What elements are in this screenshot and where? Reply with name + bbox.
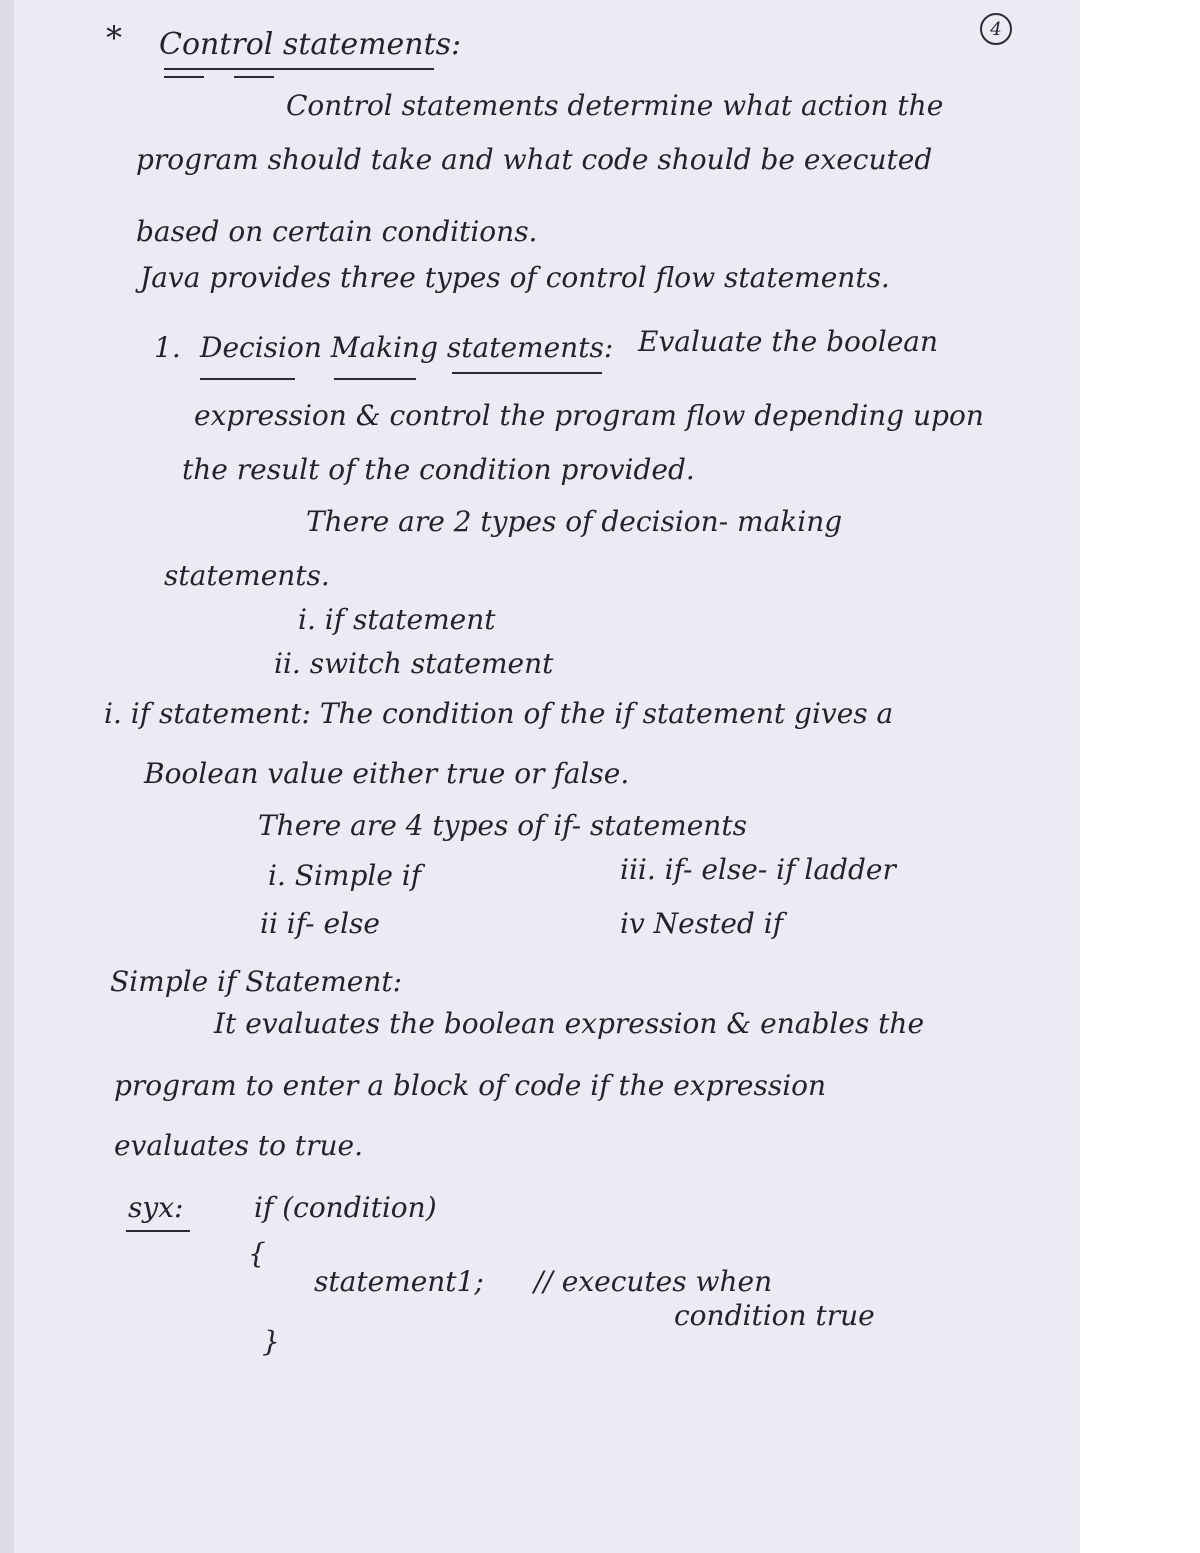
- page-title: Control statements:: [159, 27, 462, 62]
- decision-type-2: ii. switch statement: [274, 647, 554, 680]
- intro-line-4: Java provides three types of control flow statements.: [140, 261, 890, 294]
- decision-underline-2: [334, 378, 416, 380]
- intro-line-3: based on certain conditions.: [136, 215, 538, 248]
- simple-if-line-1: It evaluates the boolean expression & enables the: [214, 1007, 925, 1040]
- syntax-label: syx:: [128, 1191, 184, 1224]
- notebook-page: [14, 0, 1080, 1553]
- if-type-1: i. Simple if: [268, 859, 422, 892]
- syntax-open-brace: {: [248, 1237, 266, 1270]
- if-line-2: Boolean value either true or false.: [144, 757, 630, 790]
- decision-line-3: the result of the condition provided.: [182, 453, 695, 486]
- simple-if-heading: Simple if Statement:: [110, 965, 403, 998]
- if-line-1: i. if statement: The condition of the if statement gives a: [104, 697, 894, 730]
- decision-underline-3: [452, 372, 602, 374]
- title-underline: [164, 68, 434, 70]
- syntax-label-underline: [126, 1230, 190, 1232]
- syntax-comment-1: // executes when: [534, 1265, 773, 1298]
- decision-line-5: statements.: [164, 559, 330, 592]
- decision-number: 1.: [154, 331, 181, 364]
- decision-line-2: expression & control the program flow depending upon: [194, 399, 984, 432]
- syntax-close-brace: }: [262, 1325, 280, 1358]
- page-number-badge: 4: [980, 13, 1012, 45]
- syntax-statement: statement1;: [314, 1265, 484, 1298]
- syntax-condition: if (condition): [254, 1191, 437, 1224]
- intro-line-1: Control statements determine what action the: [286, 89, 944, 122]
- if-type-3: iii. if- else- if ladder: [620, 853, 896, 886]
- decision-line-1-rest: Evaluate the boolean: [638, 325, 939, 358]
- decision-line-4: There are 2 types of decision- making: [306, 505, 843, 538]
- title-double-underline-1: [164, 76, 204, 78]
- title-double-underline-2: [234, 76, 274, 78]
- title-bullet: *: [106, 19, 122, 57]
- simple-if-line-2: program to enter a block of code if the expression: [114, 1069, 827, 1102]
- simple-if-line-3: evaluates to true.: [114, 1129, 364, 1162]
- if-type-2: ii if- else: [260, 907, 380, 940]
- decision-heading: Decision Making statements:: [200, 331, 614, 364]
- intro-line-2: program should take and what code should be executed: [136, 143, 933, 176]
- syntax-comment-2: condition true: [674, 1299, 875, 1332]
- background-edge: [1080, 0, 1200, 1553]
- if-line-3: There are 4 types of if- statements: [258, 809, 747, 842]
- decision-type-1: i. if statement: [298, 603, 496, 636]
- if-type-4: iv Nested if: [620, 907, 784, 940]
- decision-underline-1: [200, 378, 295, 380]
